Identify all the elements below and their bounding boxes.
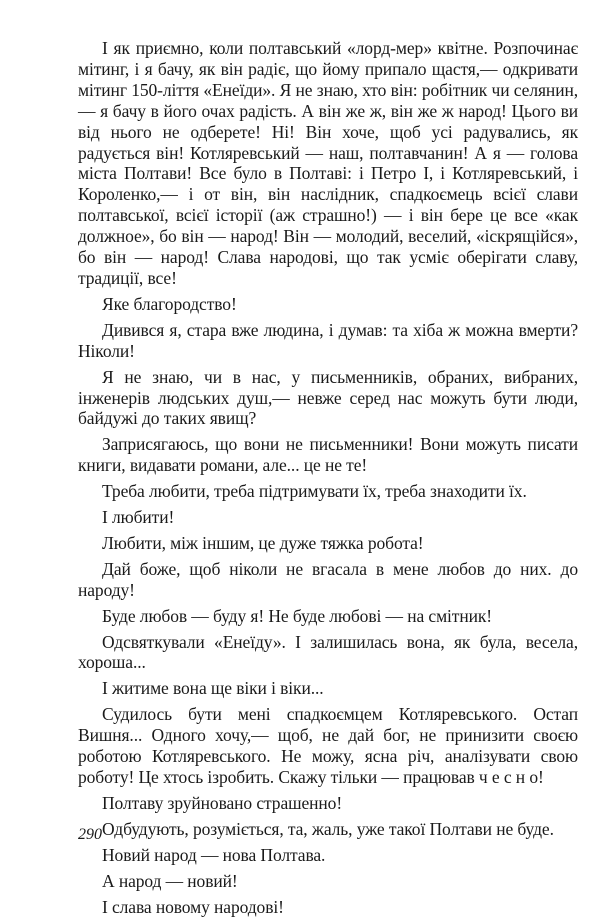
paragraph: Одбудують, розуміється, та, жаль, уже такої Полтави не буде.	[102, 818, 554, 839]
paragraph: Любити, між іншим, це дуже тяжка робота!	[102, 532, 424, 553]
paragraph: Судилось бути мені спадкоємцем Котляревського. Остап Вишня... Одного хочу,— щоб, не дай бог, не принизити своєю роботою Котляревського. Не можу, ясна річ, аналізувати свою роботу! Це хтось ізробить. Скажу тільки — працював ч е с н о!	[78, 704, 578, 787]
paragraph: І слава новому народові!	[102, 896, 284, 917]
page-number: 290	[78, 826, 102, 843]
paragraph: Я не знаю, чи в нас, у письменників, обраних, вибраних, інженерів людських душ,— невже серед нас можуть бути люди, байдужі до таких явищ?	[78, 366, 578, 429]
paragraph: Дай боже, щоб ніколи не вгасала в мене любов до них. до народу!	[78, 558, 578, 600]
paragraph: Яке благородство!	[102, 293, 237, 314]
paragraph: І як приємно, коли полтавський «лорд-мер» квітне. Розпочинає мітинг, і я бачу, як він радіє, що йому припало щастя,— одкривати мітинг 150-ліття «Енеїди». Я не знаю, хто він: робітник чи селянин,— я бачу в його очах радість. А він же ж, він же ж народ! Цього ви від нього не одберете! Ні! Він хоче, щоб усі радувались, як радується він! Котляревський — наш, полтавчанин! А я — голова міста Полтави! Все було в Полтаві: і Петро І, і Котляревський, і Короленко,— і от він, він наслідник, спадкоємець всієї слави полтавської, всієї історії (аж страшно!) — і він бере це все «как должное», бо він — народ! Він — молодий, веселий, «іскрящійся», бо він — народ! Слава народові, що так усміє оберігати славу, традиції, все!	[78, 38, 578, 288]
paragraph: Заприсягаюсь, що вони не письменники! Вони можуть писати книги, видавати романи, але... це не те!	[78, 434, 578, 476]
paragraph: Полтаву зруйновано страшенно!	[102, 792, 343, 813]
paragraph: Одсвяткували «Енеїду». І залишилась вона, як була, весела, хороша...	[78, 631, 578, 673]
paragraph: Дивився я, стара вже людина, і думав: та хіба ж можна вмерти? Ніколи!	[78, 319, 578, 361]
paragraph: І житиме вона ще віки і віки...	[102, 678, 324, 699]
paragraph: Новий народ — нова Полтава.	[102, 844, 326, 865]
paragraph: Буде любов — буду я! Не буде любові — на смітник!	[102, 605, 493, 626]
page-body	[78, 38, 578, 917]
paragraph: І любити!	[102, 507, 175, 528]
paragraph: А народ — новий!	[102, 870, 238, 891]
paragraph: Треба любити, треба підтримувати їх, треба знаходити їх.	[102, 481, 527, 502]
